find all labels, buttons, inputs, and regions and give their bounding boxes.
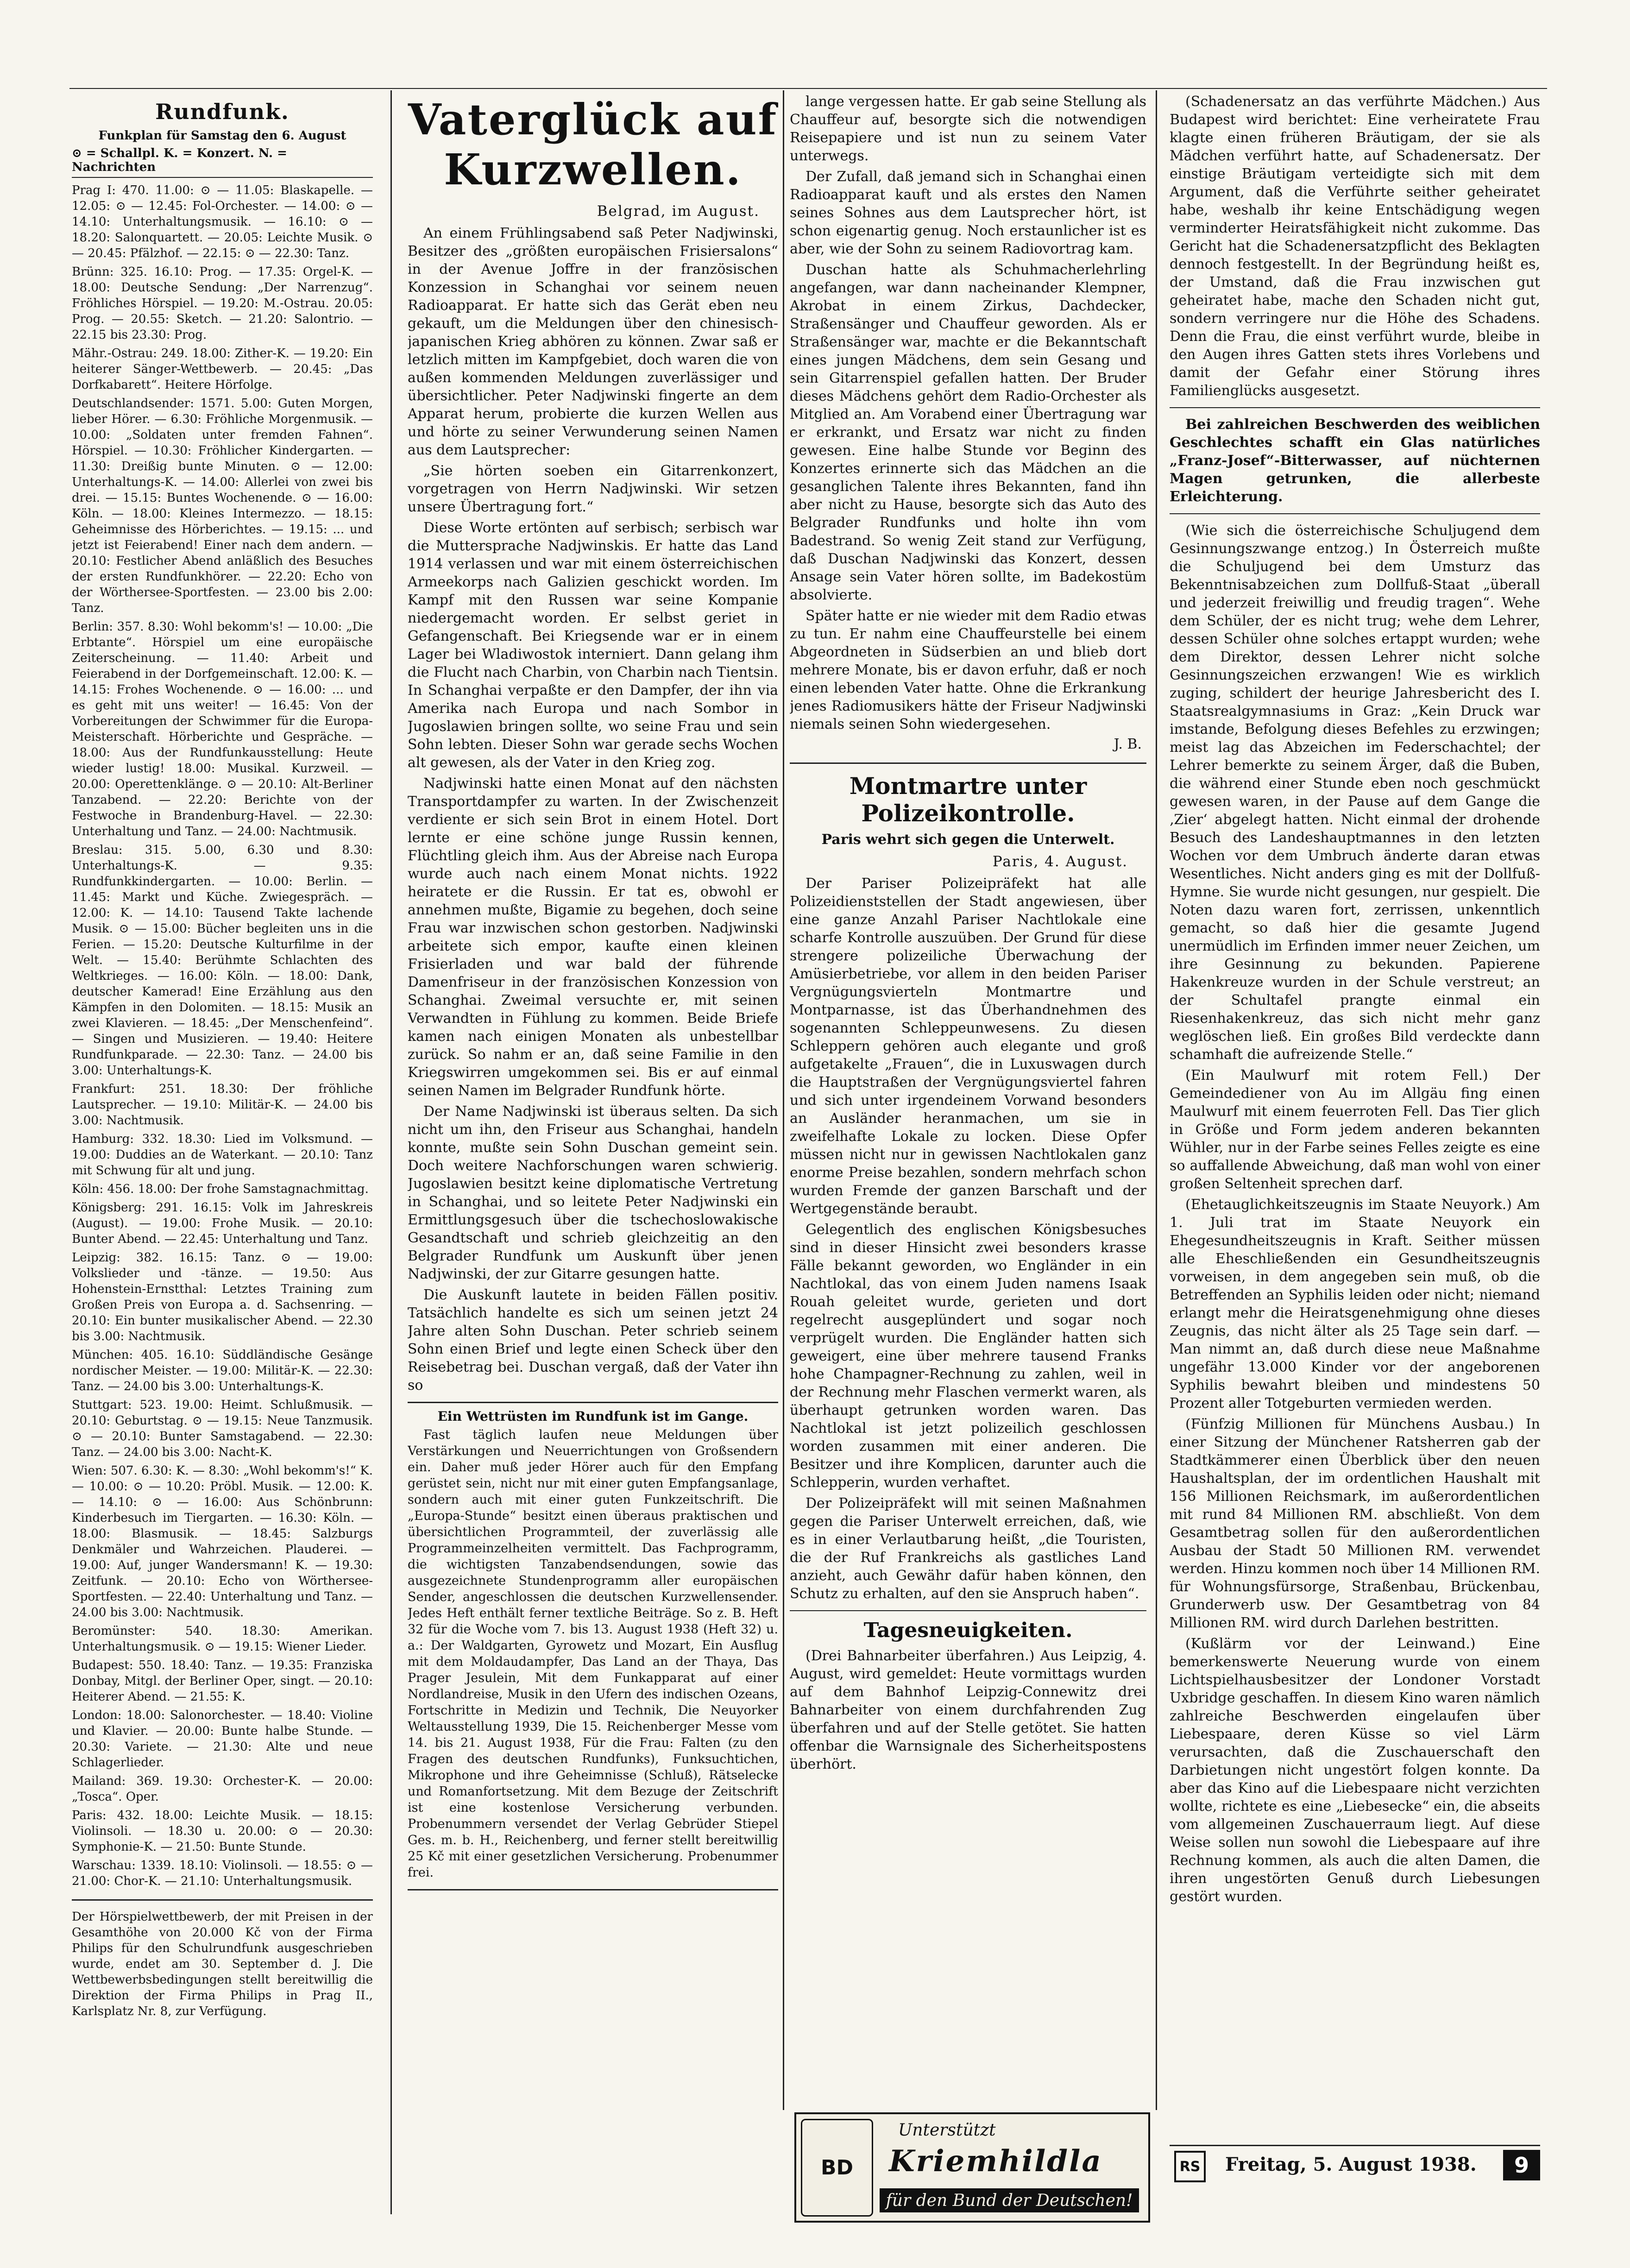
section-divider [790,762,1146,764]
station-entry: Paris: 432. 18.00: Leichte Musik. — 18.15: Violinsoli. — 18.30 u. 20.00: ⊙ — 20.30: Symphonie-K. — 21.50: Bunte Stunde. [72,1808,373,1854]
station-entry: Mailand: 369. 19.30: Orchester-K. — 20.00: „Tosca“. Oper. [72,1774,373,1804]
station-entry: Deutschlandsender: 1571. 5.00: Guten Morgen, lieber Hörer. — 6.30: Fröhliche Morgenmusik. — 10.00: „Soldaten unter fremden Fahnen“. Hörspiel. — 10.30: Fröhlicher Kindergarten. — 11.30: Dreißig bunte Minuten. ⊙ — 12.00: Unterhaltungs-K. — 14.00: Allerlei von zwei bis drei. — 15.15: Buntes Wochenende. ⊙ — 16.00: Köln. — 18.00: Kleines Intermezzo. — 18.15: Geheimnisse des Hörberichtes. — 19.15: ... und jetzt ist Feierabend! Einer nach dem andern. — 20.10: Festlicher Abend anläßlich des Besuches der ersten Rundfunkhörer. — 22.20: Echo von der Wörthersee-Sportfesten. — 23.00 bis 2.00: Tanz. [72,397,373,615]
article-paragraph: Der Zufall, daß jemand sich in Schanghai einen Radioapparat kauft und als erstes den Namen seines Sohnes aus dem Lautsprecher hört, ist schon eigenartig genug. Noch erstaunlicher ist es aber, wie der Sohn zu seinem Radiovortrag kam. [790,169,1146,257]
rundfunk-legend: ⊙ = Schallpl. K. = Konzert. N. = Nachrichten [72,146,373,178]
tagesneuigkeiten-title: Tagesneuigkeiten. [863,1619,1073,1642]
page-footer [1170,2145,1540,2183]
station-entry: Frankfurt: 251. 18.30: Der fröhliche Lautsprecher. — 19.10: Militär-K. — 24.00 bis 3.00: Nachtmusik. [72,1082,373,1128]
column-fade [408,2182,778,2210]
column-rule-2 [783,90,784,2110]
hoerspiel-note: Der Hörspielwettbewerb, der mit Preisen in der Gesamthöhe von 20.000 Kč von der Firma Philips für den Schulrundfunk ausgeschrieben wurde, endet am 30. September d. J. Die Wettbewerbsbedingungen stellt bereitwillig die Direktion der Firma Philips in Prag II., Karlsplatz Nr. 8, zur Verfügung. [72,1910,373,2018]
section-divider [1170,407,1540,408]
column-fade [790,2080,1146,2108]
station-entry: London: 18.00: Salonorchester. — 18.40: Violine und Klavier. — 20.00: Bunte halbe Stunde. — 20.30: Variete. — 21.30: Alte und neue Schlagerlieder. [72,1708,373,1770]
column-fade [1170,2080,1540,2108]
station-entry: München: 405. 16.10: Süddländische Gesänge nordischer Meister. — 19.00: Militär-K. — 22.30: Tanz. — 24.00 bis 3.00: Unterhaltungs-K. [72,1348,373,1393]
advert-line-1: Unterstützt [898,2121,996,2140]
main-article-title: Vaterglück auf Kurzwellen. [408,94,778,195]
advert-line-2: Kriemhildla [889,2144,1102,2179]
article-paragraph: Duschan hatte als Schuhmacherlehrling angefangen, war dann nacheinander Klempner, Akrobat in einem Zirkus, Dachdecker, Straßensänger und Chauffeur geworden. Als er Straßensänger war, machte er die Bekanntschaft eines jungen Mädchens, dem sein Gesang und sein Gitarrenspiel gefallen hatten. Der Bruder dieses Mädchens gehört dem Radio-Orchester als Mitglied an. Am Vorabend einer Übertragung war er erkrankt, und Ersatz war nicht zu finden gewesen. Eine halbe Stunde vor Beginn des Konzertes erinnerte sich das Mädchen an die gesanglichen Talente ihres Bekannten, fand ihn aber nicht zu Hause, besorgte sich das Auto des Belgrader Rundfunks und holte ihn vom Badestrand. So wenig Zeit stand zur Verfügung, daß Duschan Nadjwinski das Konzert, dessen Ansage sein Vater hören sollte, im Badekostüm absolvierte. [790,262,1146,603]
article-paragraph: Die Auskunft lautete in beiden Fällen positiv. Tatsächlich handelte es sich um seinen jetzt 24 Jahre alten Sohn Duschan. Peter schrieb seinem Sohn einen Brief und legte einen Scheck über den Reisebetrag bei. Duschan vergaß, daß der Vater ihn so [408,1287,778,1393]
station-entry: Berlin: 357. 8.30: Wohl bekomm's! — 10.00: „Die Erbtante“. Hörspiel um eine europäische Zeiterscheinung. — 11.40: Arbeit und Feierabend in der Dorfgemeinschaft. 12.00: K. — 14.15: Frohes Wochenende. ⊙ — 16.00: ... und es geht mit uns weiter! — 16.45: Von der Vorbereitungen der Schwimmer für die Europa-Meisterschaft. Hörberichte und Gespräche. — 18.00: Aus der Rundfunkausstellung: Heute wieder lustig! 18.00: Musikal. Kurzweil. — 20.00: Operettenklänge. ⊙ — 20.10: Alt-Berliner Tanzabend. — 22.20: Berichte von der Festwoche in Brandenburg-Havel. — 22.30: Unterhaltung und Tanz. — 24.00: Nachtmusik. [72,620,373,838]
article-paragraph: (Ehetauglichkeitszeugnis im Staate Neuyork.) Am 1. Juli trat im Staate Neuyork ein Ehegesundheitszeugnis in Kraft. Seither müssen alle Eheschließenden ein Gesundheitszeugnis vorweisen, in dem angegeben sein muß, ob die Betreffenden an Syphilis leiden oder nicht; niemand erlangt mehr die Heiratsgenehmigung ohne dieses Zeugnis, das nicht älter als 25 Tage sein darf. — Man nimmt an, daß durch diese neue Maßnahme ungefähr 13.000 Kinder vor der angeborenen Syphilis bewahrt bleiben und mindestens 50 Prozent aller Totgeburten vermieden werden. [1170,1197,1540,1411]
article-paragraph: Später hatte er nie wieder mit dem Radio etwas zu tun. Er nahm eine Chauffeurstelle bei einem Abgeordneten in Südserbien an und blieb dort mehrere Monate, bis er davon erfuhr, daß er noch einen lebenden Vater hatte. Ohne die Erkrankung jenes Radiomusikers hätte der Friseur Nadjwinski niemals seinen Sohn wiedergesehen. [790,608,1146,732]
station-entry: Brünn: 325. 16.10: Prog. — 17.35: Orgel-K. — 18.00: Deutsche Sendung: „Der Narrenzug“. Fröhliches Hörspiel. — 19.20: M.-Ostrau. 20.05: Prog. — 20.55: Sketch. — 21.20: Salontrio. — 22.15 bis 23.30: Prog. [72,265,373,342]
article-paragraph: An einem Frühlingsabend saß Peter Nadjwinski, Besitzer des „größten europäischen Frisiersalons“ in der Avenue Joffre in der französischen Konzession in Schanghai vor seinem neuen Radioapparat. Er hatte sich das Gerät eben neu gekauft, um die Meldungen über den chinesisch-japanischen Krieg abhören zu können. Zwar saß er letzlich mitten im Kampfgebiet, doch waren die von außen kommenden Meldungen zuverlässiger und übersichtlicher. Peter Nadjwinski fingerte an dem Apparat herum, probierte die kurzen Wellen aus und hörte zu seiner Verwunderung seinen Namen aus dem Lautsprecher: [408,225,778,458]
section-divider [1170,513,1540,514]
bund-der-deutschen-advert [794,2112,1150,2223]
rundfunk-column [72,93,373,2210]
advert-line-3: für den Bund der Deutschen! [880,2188,1139,2212]
header-rule [69,88,1547,89]
station-entry: Wien: 507. 6.30: K. — 8.30: „Wohl bekomm's!“ K. — 10.00: ⊙ — 10.20: Pröbl. Musik. — 12.00: K. — 14.10: ⊙ — 16.00: Aus Schönbrunn: Kinderbesuch im Tiergarten. — 16.30: Köln. — 18.00: Blasmusik. — 18.45: Salzburgs Denkmäler und Wahrzeichen. Plauderei. — 19.00: Auf, junger Wandersmann! K. — 19.30: Zeitfunk. — 20.10: Echo von Wörthersee-Sportfesten. — 22.40: Unterhaltung und Tanz. — 24.00 bis 3.00: Nachtmusik. [72,1464,373,1619]
article-paragraph: (Drei Bahnarbeiter überfahren.) Aus Leipzig, 4. August, wird gemeldet: Heute vormittags wurden auf dem Bahnhof Leipzig-Connewitz drei Bahnarbeiter von einem durchfahrenden Zug überfahren und auf der Stelle getötet. Sie hatten offenbar die Warnsignale des Sicherheitspostens überhört. [790,1648,1146,1772]
main-article-dateline: Belgrad, im August. [597,203,760,220]
station-entry: Leipzig: 382. 16.15: Tanz. ⊙ — 19.00: Volkslieder und -tänze. — 19.50: Aus Hohenstein-Ernstthal: Letztes Training zum Großen Preis von Europa a. d. Sachsenring. — 20.10: Ein bunter musikalischer Abend. — 22.30 bis 3.00: Nachtmusik. [72,1251,373,1343]
box-article-title: Ein Wettrüsten im Rundfunk ist im Gange. [437,1409,749,1424]
box-article-paragraph: Fast täglich laufen neue Meldungen über Verstärkungen und Neuerrichtungen von Großsendern ein. Daher muß jeder Hörer auch für den Empfang gerüstet sein, nicht nur mit einer guten Empfangsanlage, sondern auch mit einer guten Funkzeitschrift. Die „Europa-Stunde“ besitzt einen überaus praktischen und übersichtlichen Programmteil, der zuverlässig alle Programmeinzelheiten vermittelt. Das Fachprogramm, die wichtigsten Tanzabendsendungen, sowie das ausgezeichnete Stundenprogramm aller europäischen Sender, angeschlossen die deutschen Kurzwellensender. Jedes Heft enthält ferner textliche Beiträge. So z. B. Heft 32 für die Woche vom 7. bis 13. August 1938 (Heft 32) u. a.: Der Waldgarten, Gyrowetz und Mozart, Ein Ausflug mit dem Moldaudampfer, Das Land an der Thaya, Das Prager Jesulein, Mit dem Funkapparat auf einer Nordlandreise, Musik in den Ufern des indischen Ozeans, Fortschritte in Medizin und Technik, Die Neuyorker Weltausstellung 1939, Die 15. Reichenberger Messe vom 14. bis 21. August 1938, Für die Frau: Falten (zu den Fragen des deutschen Rundfunks), Funksuchtichen, Mikrophone und ihre Geheimnisse (Schluß), Rätselecke und Romanfortsetzung. Mit dem Bezuge der Zeitschrift ist eine kostenlose Versicherung verbunden. Probenummern versendet der Verlag Gebrüder Stiepel Ges. m. b. H., Reichenberg, und ferner stellt bereitwillig 25 Kč mit einer gesetzlichen Versicherung. Probenummer frei. [408,1428,778,1880]
rundfunk-title: Rundfunk. [155,99,289,124]
montmartre-dateline: Paris, 4. August. [992,853,1128,870]
article-paragraph: (Ein Maulwurf mit rotem Fell.) Der Gemeindediener von Au im Allgäu fing einen Maulwurf mit einem feuerroten Fell. Das Tier glich in Größe und Form jedem anderen bekannten Wühler, nur in der Farbe seines Felles zeigte es eine so auffallende Abweichung, daß man wohl von einer großen Seltenheit sprechen darf. [1170,1067,1540,1192]
article-paragraph: (Wie sich die österreichische Schuljugend dem Gesinnungszwange entzog.) In Österreich mußte die Schuljugend bei dem Umsturz das Bekenntnisabzeichen zum Dollfuß-Staat „überall und jederzeit freiwillig und freudig tragen“. Wehe dem Schüler, der es nicht trug; wehe dem Lehrer, dessen Schüler ohne solches ertappt wurden; wehe dem Direktor, dessen Lehrer nicht solche Gesinnungszeichen erzwangen! Wie es wirklich zuging, schildert der heurige Jahresbericht des I. Staatsrealgymnasiums in Graz: „Kein Druck war imstande, Befolgung dieses Befehles zu erzwingen; meist lag das Abzeichen im Federschachtel; der Lehrer bemerkte zu seinem Ärger, daß die Buben, die während einer Stunde eben noch geschmückt gewesen waren, in der Pause auf dem Gange die ‚Zier‘ abgelegt hatten. Nicht einmal der drohende Besuch des Landeshauptmannes in den letzten Wochen vor dem Umbruch änderte daran etwas Wesentliches. Nicht anders ging es mit der Dollfuß-Hymne. Sie wurde nicht gesungen, nur gespielt. Die Noten dazu waren fort, zerrissen, unkenntlich gemacht, so daß hier die gesamte Jugend unermüdlich im Erfinden immer neuer Zeichen, um ihre Gesinnung zu bekunden. Papierene Hakenkreuze wurden in der Schule verstreut; an der Schultafel prangte einmal ein Riesenhakenkreuz, das sich nicht mehr ganz weglöschen ließ. Ein großes Bild verdeckte dann schamhaft die aufreizende Stelle.“ [1170,523,1540,1063]
advert-paragraph: Bei zahlreichen Beschwerden des weiblichen Geschlechtes schafft ein Glas natürliches „Franz-Josef“-Bitterwasser, auf nüchternen Magen getrunken, die allerbeste Erleichterung. [1170,416,1540,505]
main-article-column [408,93,778,2210]
article-paragraph: Diese Worte ertönten auf serbisch; serbisch war die Muttersprache Nadjwinskis. Er hatte das Land 1914 verlassen und war mit einem österreichischen Armeekorps nach Galizien geschickt worden. Im Kampf mit den Russen war seine Kompanie niedergemacht worden. Er selbst geriet in Gefangenschaft. Bei Kriegsende war er in einem Lager bei Wladiwostok interniert. Dann gelang ihm die Flucht nach Charbin, von Charbin nach Tientsin. In Schanghai verpaßte er den Dampfer, der ihn via Amerika nach Europa und nach Sombor in Jugoslawien bringen sollte, wo seine Frau und sein Sohn lebten. Dieser Sohn war gerade sechs Wochen alt gewesen, als der Vater in den Krieg zog. [408,520,778,771]
montmartre-subtitle: Paris wehrt sich gegen die Unterwelt. [821,832,1115,848]
station-entry: Prag I: 470. 11.00: ⊙ — 11.05: Blaskapelle. — 12.05: ⊙ — 12.45: Fol-Orchester. — 14.00: ⊙ — 14.10: Unterhaltungsmusik. — 16.10: ⊙ — 18.20: Salonquartett. — 20.05: Leichte Musik. ⊙ — 20.45: Pfälzhof. — 22.15: ⊙ — 22.30: Tanz. [72,183,373,260]
newspaper-logo-icon: RS [1174,2151,1206,2182]
station-entry: Beromünster: 540. 18.30: Amerikan. Unterhaltungsmusik. ⊙ — 19.15: Wiener Lieder. [72,1624,373,1654]
station-entry: Warschau: 1339. 18.10: Violinsoli. — 18.55: ⊙ — 21.00: Chor-K. — 21.10: Unterhaltungsmusik. [72,1858,373,1888]
radio-box-article [408,1402,778,1890]
section-divider [790,1610,1146,1611]
station-entry: Hamburg: 332. 18.30: Lied im Volksmund. — 19.00: Duddies an de Waterkant. — 20.10: Tanz mit Schwung für alt und jung. [72,1132,373,1178]
article-paragraph: Der Name Nadjwinski ist überaus selten. Da sich nicht um ihn, den Friseur aus Schanghai, handeln konnte, mußte sein Sohn Duschan gemeint sein. Doch weitere Nachforschungen waren schwierig. Jugoslawien besitzt keine diplomatische Vertretung in Schanghai, und so leitete Peter Nadjwinski ein Ermittlungsgesuch über die tschechoslowakische Gesandtschaft und schrieb gleichzeitig an den Belgrader Rundfunk um Auskunft über jenen Nadjwinski, der zur Gitarre gesungen hatte. [408,1103,778,1282]
section-divider [72,1899,373,1901]
article-paragraph: Der Polizeipräfekt will mit seinen Maßnahmen gegen die Pariser Unterwelt erreichen, daß, wie es in einer Verlautbarung heißt, „die Touristen, die der Ruf Frankreichs als gastliches Land anzieht, auch Gewähr dafür haben können, den Schutz zu erhalten, auf den sie Anspruch haben“. [790,1495,1146,1602]
article-paragraph: Gelegentlich des englischen Königsbesuches sind in dieser Hinsicht zwei besonders krasse Fälle bekannt geworden, wo Engländer in ein Nachtlokal, das von einem Juden namens Isaak Rouah geleitet wurde, gerieten und dort regelrecht ausgeplündert und sogar noch verprügelt wurden. Die Engländer hatten sich geweigert, eine über mehrere tausend Franks hohe Champagner-Rechnung zu zahlen, weil in der Rechnung mehr Flaschen vermerkt waren, als überhaupt getrunken worden waren. Das Nachtlokal ist jetzt polizeilich geschlossen worden zusammen mit einer anderen. Die Besitzer und ihre Komplicen, darunter auch die Schlepperin, wurden verhaftet. [790,1222,1146,1491]
station-entry: Budapest: 550. 18.40: Tanz. — 19.35: Franziska Donbay, Mitgl. der Berliner Oper, singt. — 20.10: Heiterer Abend. — 21.55: K. [72,1658,373,1704]
article-paragraph: lange vergessen hatte. Er gab seine Stellung als Chauffeur auf, besorgte sich die notwendigen Reisepapiere und ist nun zu seinem Vater unterwegs. [790,94,1146,164]
column-rule-3 [1156,90,1157,2110]
article-paragraph: Nadjwinski hatte einen Monat auf den nächsten Transportdampfer zu warten. In der Zwischenzeit verdiente er sich sein Brot in einem Hotel. Dort lernte er eine schöne junge Russin kennen, Flüchtling gleich ihm. Aus der Abreise nach Europa wurde auch nach einem Monat nichts. 1922 heiratete er die Russin. Er tat es, obwohl er annehmen mußte, Bigamie zu begehen, doch seine Frau war inzwischen schon gestorben. Nadjwinski arbeitete sich empor, kaufte einen kleinen Frisierladen und war bald der führende Damenfriseur in der französischen Konzession von Schanghai. Zweimal versuchte er, mit seinen Verwandten in Fühlung zu kommen. Beide Briefe kamen nach einigen Monaten als unbestellbar zurück. So nahm er an, daß seine Familie in den Kriegswirren umgekommen sei. Bis er auf einmal seinen Namen im Belgrader Rundfunk hörte. [408,775,778,1099]
article-paragraph: (Schadenersatz an das verführte Mädchen.) Aus Budapest wird berichtet: Eine verheiratete Frau klagte einen früheren Bräutigam, der sie als Mädchen verführt hatte, auf Schadenersatz. Der einstige Bräutigam verteidigte sich mit dem Argument, daß die Verführte seither geheiratet habe, weshalb ihr keine Entschädigung wegen verminderter Heiratsfähigkeit nicht zukomme. Das Gericht hat die Schadenersatzpflicht des Beklagten dennoch festgestellt. In der Begründung heißt es, der Umstand, daß die Frau inzwischen gut geheiratet habe, mache den Schaden nicht gut, sondern verringere nur die Höhe des Schadens. Denn die Frau, die einst verführt wurde, bleibe in den Augen ihres Gatten stets ihres Vorlebens und damit der Gefahr einer Störung ihres Familienglücks ausgesetzt. [1170,94,1540,399]
station-entry: Köln: 456. 18.00: Der frohe Samstagnachmittag. [72,1182,369,1196]
page-number: 9 [1503,2150,1540,2180]
article-signature: J. B. [1114,736,1142,752]
article-paragraph: Der Pariser Polizeipräfekt hat alle Polizeidienststellen der Stadt angewiesen, über eine ganze Anzahl Pariser Nachtlokale eine scharfe Kontrolle auszuüben. Der Grund für diese strengere polizeiliche Überwachung der Amüsierbetriebe, vor allem in den beiden Pariser Vergnügungsvierteln Montmartre und Montparnasse, ist das Überhandnehmen des sogenannten Schleppeunwesens. Zu diesen Schleppern gehören auch elegante und groß aufgetakelte „Frauen“, die in Luxuswagen durch die Hauptstraßen der Vergnügungsviertel fahren und sich unter irgendeinem Vorwand besonders an Ausländer heranmachen, um sie in zweifelhafte Lokale zu locken. Diese Opfer müssen nicht nur in gewissen Nachtlokalen ganz enorme Preise bezahlen, sondern mehrfach schon wurden Fremde der ganzen Barschaft und der Wertgegenstände beraubt. [790,876,1146,1217]
third-column [790,93,1146,2108]
bd-emblem-icon: BD [801,2119,873,2217]
column-rule-1 [390,90,392,2214]
column-fade [72,2182,373,2210]
station-entry: Breslau: 315. 5.00, 6.30 und 8.30: Unterhaltungs-K. — 9.35: Rundfunkkindergarten. — 10.00: Berlin. — 11.45: Markt und Küche. Zwiegespräch. — 12.00: K. — 14.10: Tausend Takte lachende Musik. ⊙ — 15.00: Bücher begleiten uns in die Ferien. — 15.20: Deutsche Kulturfilme in der Welt. — 15.40: Berühmte Schlachten des Weltkrieges. — 16.00: Köln. — 18.00: Dank, deutscher Kamerad! Eine Erzählung aus den Kämpfen in den Dolomiten. — 18.15: Musik an zwei Klavieren. — 18.45: „Der Menschenfeind“. — Singen und Musizieren. — 19.40: Heitere Rundfunkparade. — 22.30: Tanz. — 24.00 bis 3.00: Unterhaltungs-K. [72,843,373,1077]
station-entry: Stuttgart: 523. 19.00: Heimt. Schlußmusik. — 20.10: Geburtstag. ⊙ — 19.15: Neue Tanzmusik. ⊙ — 20.10: Bunter Samstagabend. — 22.30: Tanz. — 24.00 bis 3.00: Nacht-K. [72,1398,373,1459]
rundfunk-subtitle: Funkplan für Samstag den 6. August [98,129,346,143]
issue-date: Freitag, 5. August 1938. [1225,2154,1477,2175]
article-paragraph: „Sie hörten soeben ein Gitarrenkonzert, vorgetragen von Herrn Nadjwinski. Wir setzen unsere Übertragung fort.“ [408,463,778,515]
fourth-column [1170,93,1540,2108]
station-list [72,183,373,1889]
montmartre-title: Montmartre unter Polizeikontrolle. [849,772,1087,827]
article-paragraph: (Kußlärm vor der Leinwand.) Eine bemerkenswerte Neuerung wurde von einem Lichtspielhausbesitzer der Londoner Vorstadt Uxbridge geschaffen. In diesem Kino waren nämlich zahlreiche Beschwerden eingelaufen über Liebespaare, deren Küsse so viel Lärm verursachten, daß die Zuschauerschaft den Darbietungen nicht ungestört folgen konnte. Da aber das Kino auf die Liebespaare nicht verzichten wollte, richtete es eine „Liebesecke“ ein, die abseits vom allgemeinen Zuschauerraum liegt. Auf diese Weise sollen nun sowohl die Liebespaare auf ihre Rechnung kommen, als auch die alten Damen, die ihren ungestörten Genuß durch Liebesungen gestört wurden. [1170,1636,1540,1905]
article-paragraph: (Fünfzig Millionen für Münchens Ausbau.) In einer Sitzung der Münchener Ratsherren gab der Stadtkämmerer einen Überblick über den neuen Haushaltsplan, der im ordentlichen Haushalt mit 156 Millionen Reichsmark, im außerordentlichen mit rund 84 Millionen RM. abschließt. Von dem Gesamtbetrag sollen für den außerordentlichen Ausbau der Stadt 50 Millionen RM. verwendet werden. Hinzu kommen noch über 14 Millionen RM. für Wohnungsfürsorge, Straßenbau, Brückenbau, Grunderwerb usw. Der Gesamtbetrag von 84 Millionen RM. wird durch Darlehen bestritten. [1170,1416,1540,1631]
station-entry: Mähr.-Ostrau: 249. 18.00: Zither-K. — 19.20: Ein heiterer Sänger-Wettbewerb. — 20.45: „Das Dorfkabarett“. Heitere Hörfolge. [72,346,373,392]
station-entry: Königsberg: 291. 16.15: Volk im Jahreskreis (August). — 19.00: Frohe Musik. — 20.10: Bunter Abend. — 22.45: Unterhaltung und Tanz. [72,1201,373,1246]
